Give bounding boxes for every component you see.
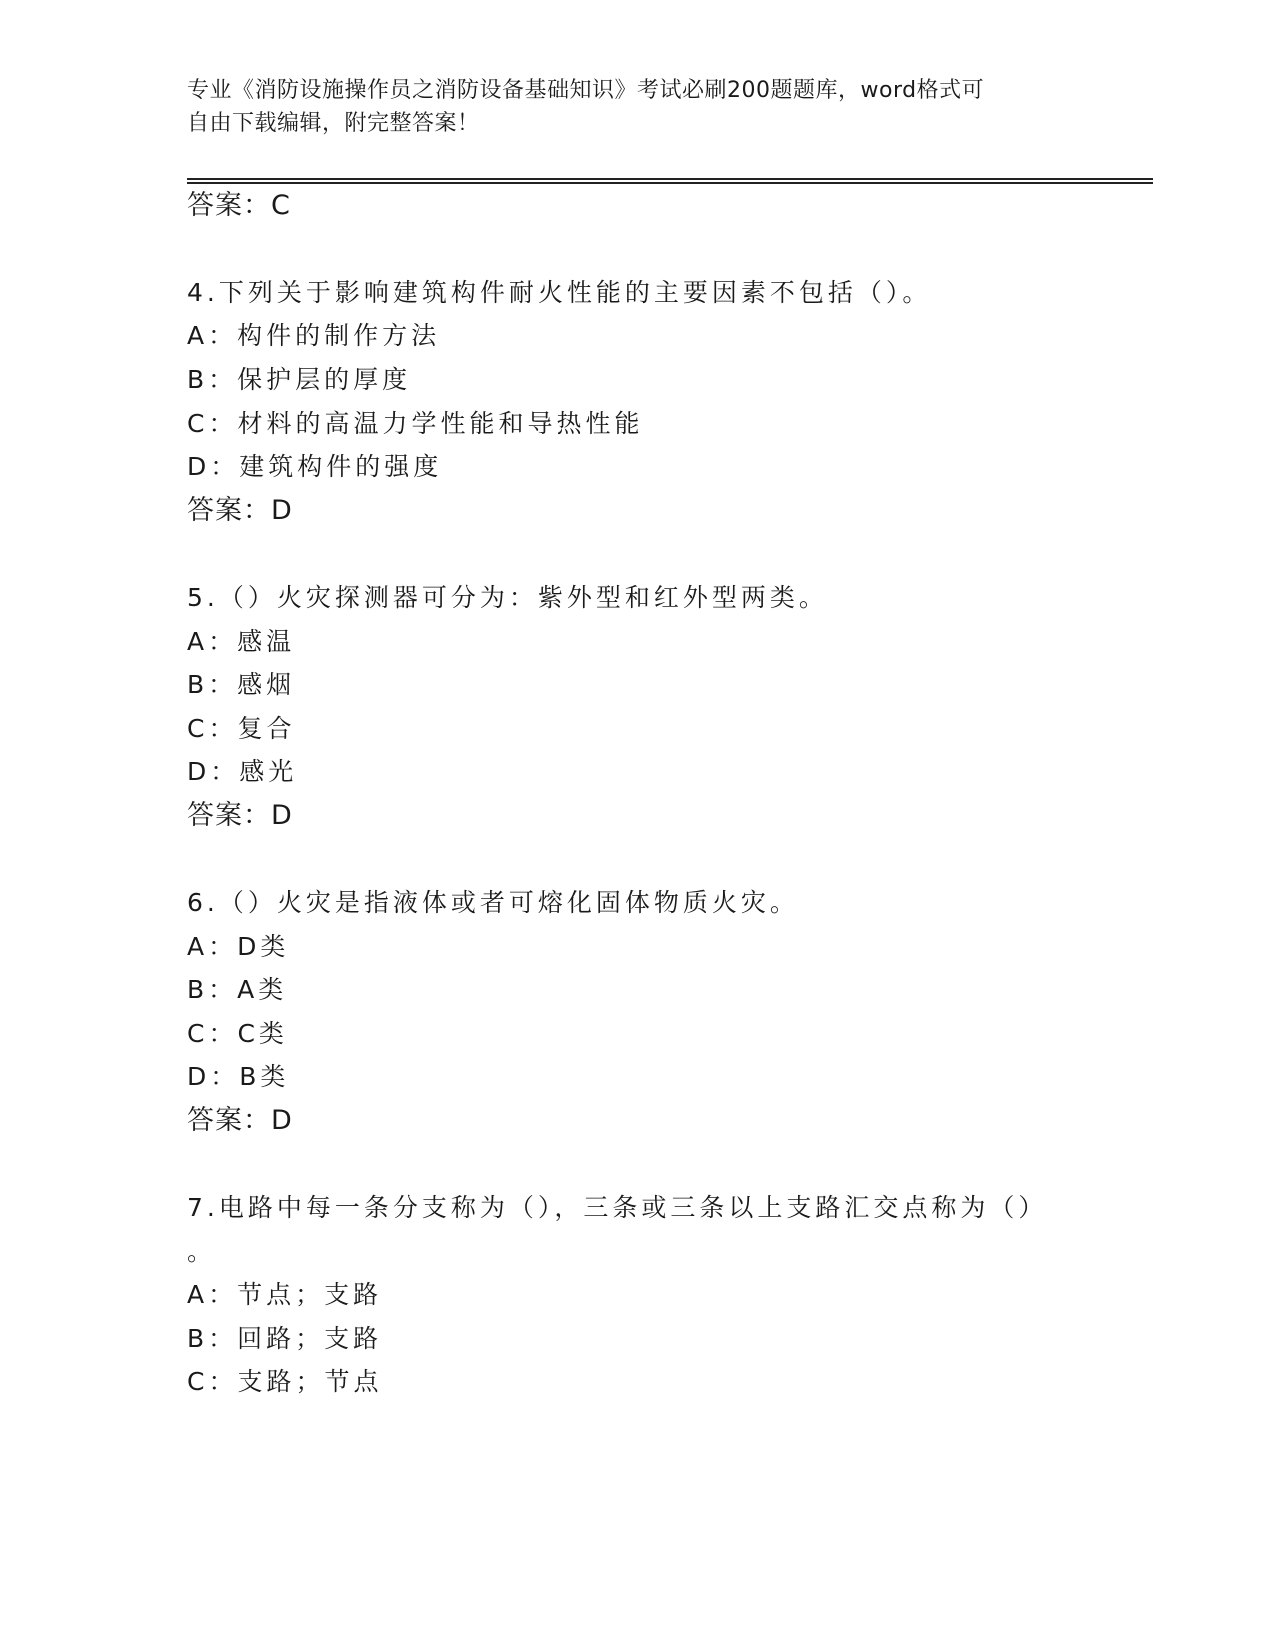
question-7-option-a: A：节点；支路: [187, 1280, 383, 1309]
question-7-stem-line-2: 。: [187, 1237, 217, 1266]
question-4-stem: 4.下列关于影响建筑构件耐火性能的主要因素不包括（）。: [187, 278, 932, 307]
question-5-stem: 5.（）火灾探测器可分为：紫外型和红外型两类。: [187, 583, 828, 612]
question-4-option-b: B：保护层的厚度: [187, 365, 412, 394]
question-7-option-c: C：支路；节点: [187, 1367, 383, 1396]
question-6-option-d: D：B类: [187, 1062, 290, 1091]
question-5-option-b: B：感烟: [187, 670, 296, 699]
question-6-stem: 6.（）火灾是指液体或者可熔化固体物质火灾。: [187, 888, 799, 917]
question-4-option-a: A：构件的制作方法: [187, 321, 441, 350]
question-7-stem-line-1: 7.电路中每一条分支称为（），三条或三条以上支路汇交点称为（）: [187, 1193, 1048, 1222]
question-4-option-d: D：建筑构件的强度: [187, 452, 443, 481]
question-6-option-c: C：C类: [187, 1019, 288, 1048]
question-5-option-a: A：感温: [187, 627, 296, 656]
answer-q5: 答案：D: [187, 800, 293, 831]
question-7-option-b: B：回路；支路: [187, 1324, 383, 1353]
header-line-1: 专业《消防设施操作员之消防设备基础知识》考试必刷200题题库，word格式可: [187, 78, 985, 103]
document-header: [187, 74, 1067, 140]
answer-q4: 答案：D: [187, 495, 293, 526]
question-5-option-c: C：复合: [187, 714, 296, 743]
question-6-option-a: A：D类: [187, 932, 290, 961]
answer-q3: 答案：C: [187, 190, 291, 221]
header-divider-top: [187, 178, 1153, 180]
question-6-option-b: B：A类: [187, 975, 288, 1004]
question-4-option-c: C：材料的高温力学性能和导热性能: [187, 409, 644, 438]
header-line-2: 自由下载编辑，附完整答案！: [187, 111, 480, 136]
answer-q6: 答案：D: [187, 1105, 293, 1136]
header-divider-bottom: [187, 182, 1153, 184]
question-5-option-d: D：感光: [187, 757, 298, 786]
